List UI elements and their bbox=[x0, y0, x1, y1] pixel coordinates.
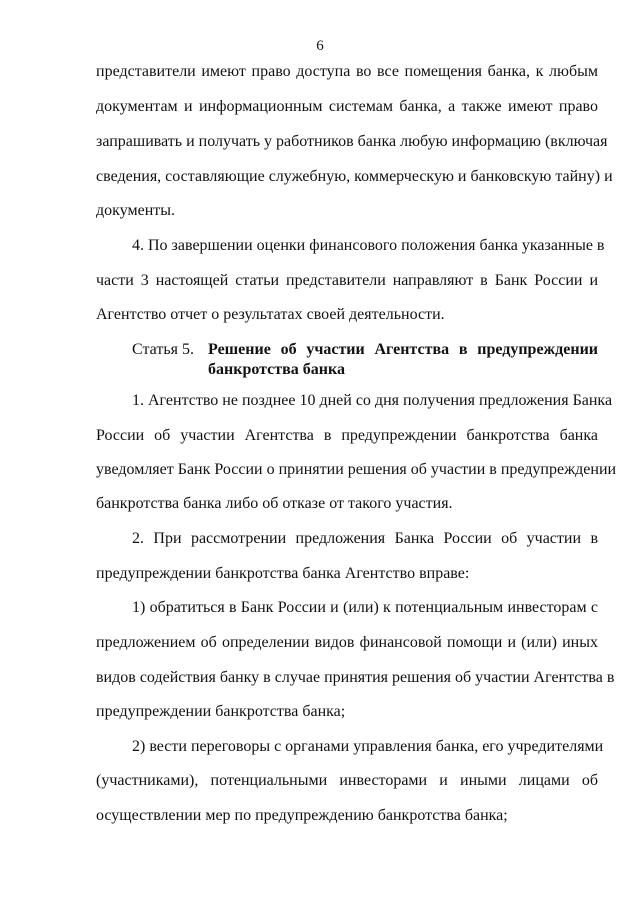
article-label: Статья 5. bbox=[132, 341, 194, 358]
text-line: России об участии Агентства в предупреждении банкротства банка bbox=[96, 427, 598, 444]
text-line: предупреждении банкротства банка; bbox=[96, 703, 346, 720]
text-line: 4. По завершении оценки финансового положения банка указанные в bbox=[132, 237, 605, 254]
text-line: банкротства банка либо об отказе от такого участия. bbox=[96, 495, 453, 512]
text-line: 2) вести переговоры с органами управления банка, его учредителями bbox=[132, 738, 604, 755]
text-line: запрашивать и получать у работников банка любую информацию (включая bbox=[96, 133, 608, 150]
article-title-line: Решение об участии Агентства в предупреждении bbox=[208, 341, 598, 358]
text-line: предложением об определении видов финансовой помощи и (или) иных bbox=[96, 634, 598, 651]
article-title-line: банкротства банка bbox=[208, 361, 345, 378]
text-line: (участниками), потенциальными инвесторами и иными лицами об bbox=[96, 772, 598, 789]
text-line: документы. bbox=[96, 202, 176, 219]
text-line: 1) обратиться в Банк России и (или) к потенциальным инвесторам с bbox=[132, 599, 598, 616]
text-line: представители имеют право доступа во все помещения банка, к любым bbox=[96, 63, 598, 80]
text-line: 1. Агентство не позднее 10 дней со дня получения предложения Банка bbox=[132, 392, 613, 409]
text-line: сведения, составляющие служебную, коммерческую и банковскую тайну) и bbox=[96, 168, 613, 185]
text-line: Агентство отчет о результатах своей деятельности. bbox=[96, 306, 445, 323]
text-line: видов содействия банку в случае принятия решения об участии Агентства в bbox=[96, 669, 615, 686]
page-number: 6 bbox=[316, 38, 324, 54]
text-line: уведомляет Банк России о принятии решения об участии в предупреждении bbox=[96, 461, 617, 478]
text-line: предупреждении банкротства банка Агентство вправе: bbox=[96, 565, 470, 582]
text-line: 2. При рассмотрении предложения Банка России об участии в bbox=[132, 530, 598, 547]
text-line: осуществлении мер по предупреждению банкротства банка; bbox=[96, 807, 508, 824]
text-line: части 3 настоящей статьи представители направляют в Банк России и bbox=[96, 272, 598, 289]
text-line: документам и информационным системам банка, а также имеют право bbox=[96, 98, 598, 115]
article-title bbox=[208, 340, 598, 380]
